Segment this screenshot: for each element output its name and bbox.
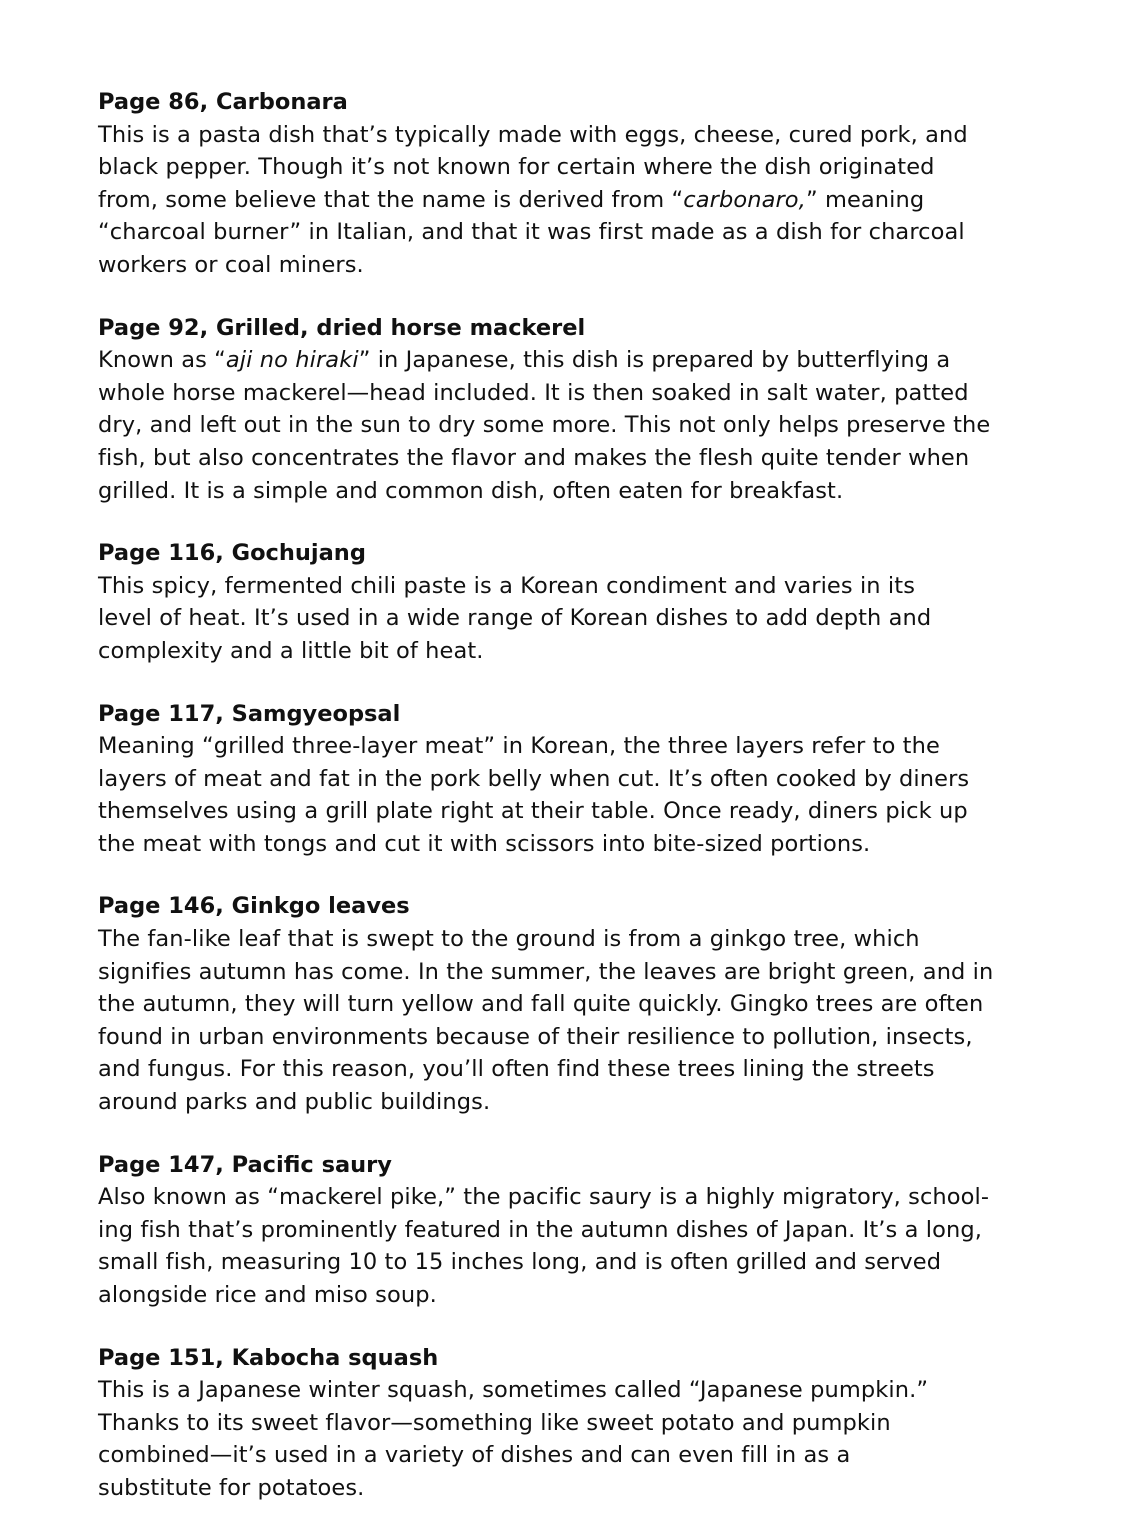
text-run: complexity and a little bit of heat. [98,637,484,664]
entry-title: Page 117, Samgyeopsal [98,700,401,727]
text-run: whole horse mackerel—head included. It is then soaked in salt water, patted [98,379,969,406]
text-run: alongside rice and miso soup. [98,1282,437,1308]
italic-term: aji no hiraki [225,347,359,374]
glossary-entry [98,698,1038,861]
glossary-entry [98,1342,1038,1505]
entry-title: Page 151, Kabocha squash [98,1344,439,1371]
description-line [98,151,1038,184]
text-run: This is a Japanese winter squash, sometimes called “Japanese pumpkin.” [98,1377,929,1404]
text-run: around parks and public buildings. [98,1089,491,1116]
entry-title: Page 86, Carbonara [98,89,348,115]
entry-description [98,730,1038,860]
text-run: the meat with tongs and cut it with scissors into bite-sized portions. [98,830,871,857]
description-line [98,1181,1038,1214]
description-line [98,249,1038,282]
description-line [98,763,1038,796]
text-run: ” meaning [805,186,925,213]
description-line [98,570,1038,603]
glossary-entry [98,1149,1038,1312]
text-run: grilled. It is a simple and common dish, often eaten for breakfast. [98,477,844,504]
entry-description [98,923,1038,1119]
entry-title: Page 116, Gochujang [98,540,366,567]
text-run: level of heat. It’s used in a wide range of Korean dishes to add depth and [98,605,932,632]
description-line [98,1279,1038,1312]
entry-description [98,1374,1038,1504]
glossary-entry [98,86,1038,282]
description-line [98,1407,1038,1440]
description-line [98,635,1038,668]
text-run: the autumn, they will turn yellow and fall quite quickly. Gingko trees are often [98,991,984,1018]
description-line [98,1214,1038,1247]
text-run: found in urban environments because of their resilience to pollution, insects, [98,1023,973,1050]
text-run: fish, but also concentrates the flavor and makes the flesh quite tender when [98,444,970,471]
description-line [98,1246,1038,1279]
description-line [98,923,1038,956]
description-line [98,344,1038,377]
entry-description [98,119,1038,282]
description-line [98,1086,1038,1119]
text-run: Meaning “grilled three-layer meat” in Korean, the three layers refer to the [98,733,940,760]
description-line [98,795,1038,828]
text-run: ing fish that’s prominently featured in the autumn dishes of Japan. It’s a long, [98,1216,982,1243]
text-run: signifies autumn has come. In the summer, the leaves are bright green, and in [98,958,994,985]
text-run: “charcoal burner” in Italian, and that it was first made as a dish for charcoal [98,219,965,246]
entry-title: Page 92, Grilled, dried horse mackerel [98,314,586,341]
text-run: Thanks to its sweet flavor—something like sweet potato and pumpkin [98,1409,891,1436]
text-run: combined—it’s used in a variety of dishes and can even fill in as a [98,1442,851,1469]
entry-description [98,344,1038,507]
glossary-page [98,86,1038,1535]
description-line [98,475,1038,508]
glossary-entry [98,890,1038,1118]
text-run: dry, and left out in the sun to dry some more. This not only helps preserve the [98,412,991,439]
description-line [98,602,1038,635]
italic-term: carbonaro, [683,186,806,213]
description-line [98,1439,1038,1472]
text-run: small fish, measuring 10 to 15 inches long, and is often grilled and served [98,1249,942,1276]
text-run: Also known as “mackerel pike,” the pacific saury is a highly migratory, school- [98,1184,990,1211]
description-line [98,730,1038,763]
description-line [98,828,1038,861]
text-run: substitute for potatoes. [98,1474,365,1501]
text-run: and fungus. For this reason, you’ll often find these trees lining the streets [98,1056,935,1083]
text-run: layers of meat and fat in the pork belly when cut. It’s often cooked by diners [98,765,970,792]
glossary-entry [98,537,1038,667]
description-line [98,1374,1038,1407]
text-run: The fan-like leaf that is swept to the ground is from a ginkgo tree, which [98,926,920,953]
description-line [98,956,1038,989]
description-line [98,377,1038,410]
text-run: workers or coal miners. [98,251,364,278]
description-line [98,442,1038,475]
entry-title: Page 147, Pacific saury [98,1151,392,1178]
description-line [98,1021,1038,1054]
description-line [98,409,1038,442]
glossary-entry [98,312,1038,508]
text-run: Known as “ [98,347,226,374]
text-run: ” in Japanese, this dish is prepared by butterflying a [358,347,951,374]
entry-description [98,570,1038,668]
text-run: themselves using a grill plate right at their table. Once ready, diners pick up [98,798,968,825]
description-line [98,1053,1038,1086]
entry-description [98,1181,1038,1311]
description-line [98,119,1038,152]
text-run: This is a pasta dish that’s typically made with eggs, cheese, cured pork, and [98,121,968,148]
description-line [98,184,1038,217]
entry-title: Page 146, Ginkgo leaves [98,893,410,920]
text-run: black pepper. Though it’s not known for certain where the dish originated [98,154,935,181]
text-run: This spicy, fermented chili paste is a Korean condiment and varies in its [98,572,916,599]
description-line [98,988,1038,1021]
text-run: from, some believe that the name is derived from “ [98,186,684,213]
description-line [98,216,1038,249]
